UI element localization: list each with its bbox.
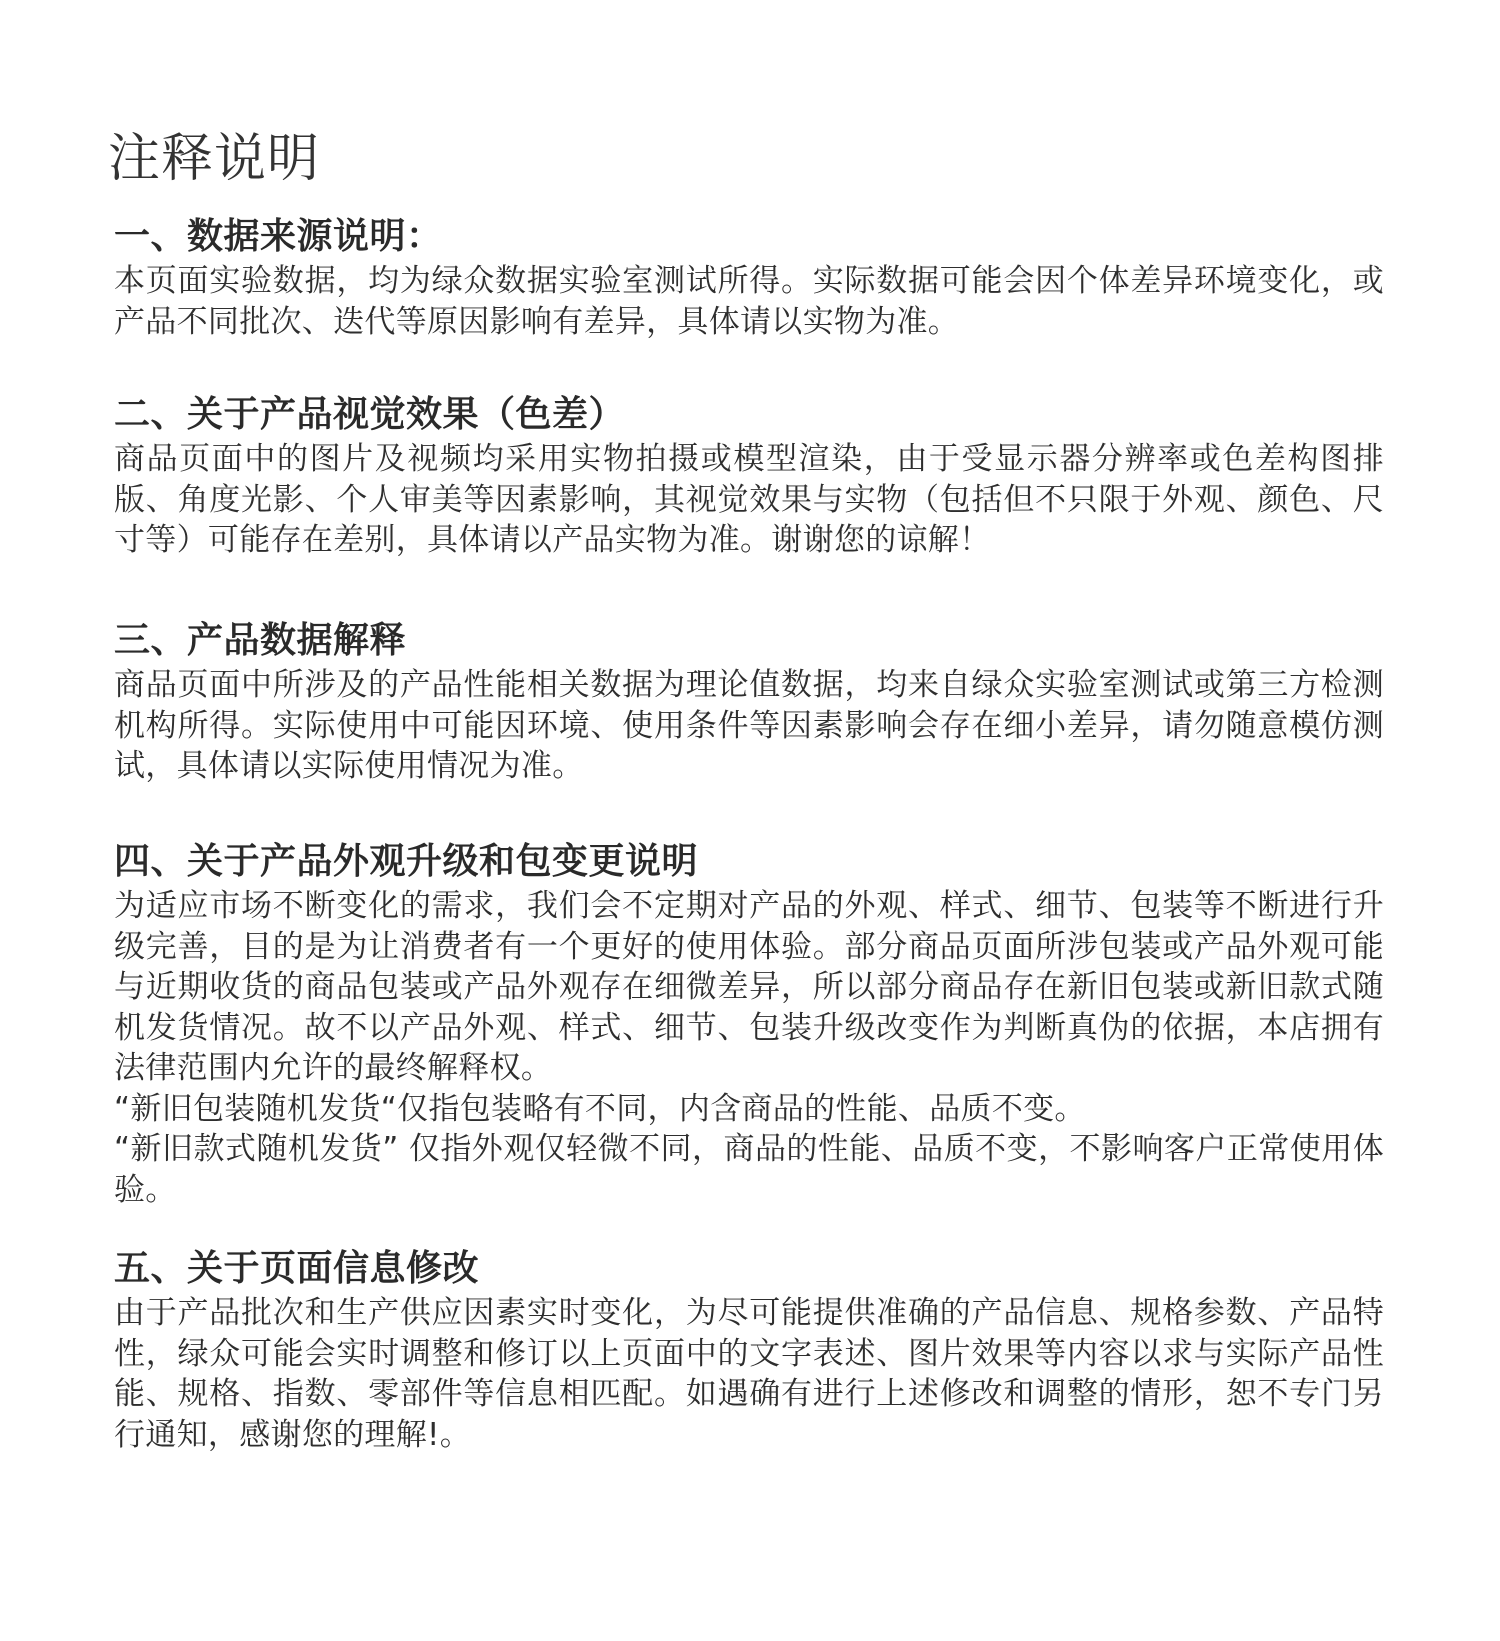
paragraph: “新旧包装随机发货“仅指包装略有不同，内含商品的性能、品质不变。 — [114, 1090, 1086, 1127]
paragraph: 商品页面中所涉及的产品性能相关数据为理论值数据，均来自绿众实验室测试或第三方检测机构所得。实际使用中可能因环境、使用条件等因素影响会存在细小差异，请勿随意模仿测试，具体请以实际使用情况为准。 — [114, 667, 1384, 784]
section-visual-effect — [114, 391, 1384, 561]
paragraph: 本页面实验数据，均为绿众数据实验室测试所得。实际数据可能会因个体差异环境变化，或产品不同批次、迭代等原因影响有差异，具体请以实物为准。 — [114, 263, 1384, 340]
section-data-source — [114, 213, 1384, 342]
section-heading: 四、关于产品外观升级和包变更说明 — [114, 841, 699, 882]
section-heading: 二、关于产品视觉效果（色差） — [114, 394, 626, 435]
section-body — [114, 439, 1384, 561]
section-product-data — [114, 617, 1384, 787]
page-title: 注释说明 — [108, 129, 321, 189]
section-appearance-upgrade — [114, 838, 1384, 1210]
paragraph: 商品页面中的图片及视频均采用实物拍摄或模型渲染，由于受显示器分辨率或色差构图排版、角度光影、个人审美等因素影响，其视觉效果与实物（包括但不只限于外观、颜色、尺寸等）可能存在差别，具体请以产品实物为准。谢谢您的谅解！ — [114, 441, 1384, 558]
section-heading: 一、数据来源说明： — [114, 216, 443, 257]
paragraph: 由于产品批次和生产供应因素实时变化，为尽可能提供准确的产品信息、规格参数、产品特性，绿众可能会实时调整和修订以上页面中的文字表述、图片效果等内容以求与实际产品性能、规格、指数、零部件等信息相匹配。如遇确有进行上述修改和调整的情形，恕不专门另行通知，感谢您的理解!。 — [114, 1295, 1384, 1453]
section-body — [114, 1293, 1384, 1455]
paragraph: “新旧款式随机发货” 仅指外观仅轻微不同，商品的性能、品质不变，不影响客户正常使用体验。 — [114, 1131, 1384, 1208]
section-body — [114, 665, 1384, 787]
section-body — [114, 886, 1384, 1210]
section-page-info-modification — [114, 1245, 1384, 1455]
section-heading: 三、产品数据解释 — [114, 620, 407, 661]
section-heading: 五、关于页面信息修改 — [114, 1248, 480, 1289]
section-body — [114, 261, 1384, 342]
paragraph: 为适应市场不断变化的需求，我们会不定期对产品的外观、样式、细节、包装等不断进行升级完善，目的是为让消费者有一个更好的使用体验。部分商品页面所涉包装或产品外观可能与近期收货的商品包装或产品外观存在细微差异，所以部分商品存在新旧包装或新旧款式随机发货情况。故不以产品外观、样式、细节、包装升级改变作为判断真伪的依据，本店拥有法律范围内允许的最终解释权。 — [114, 888, 1384, 1086]
